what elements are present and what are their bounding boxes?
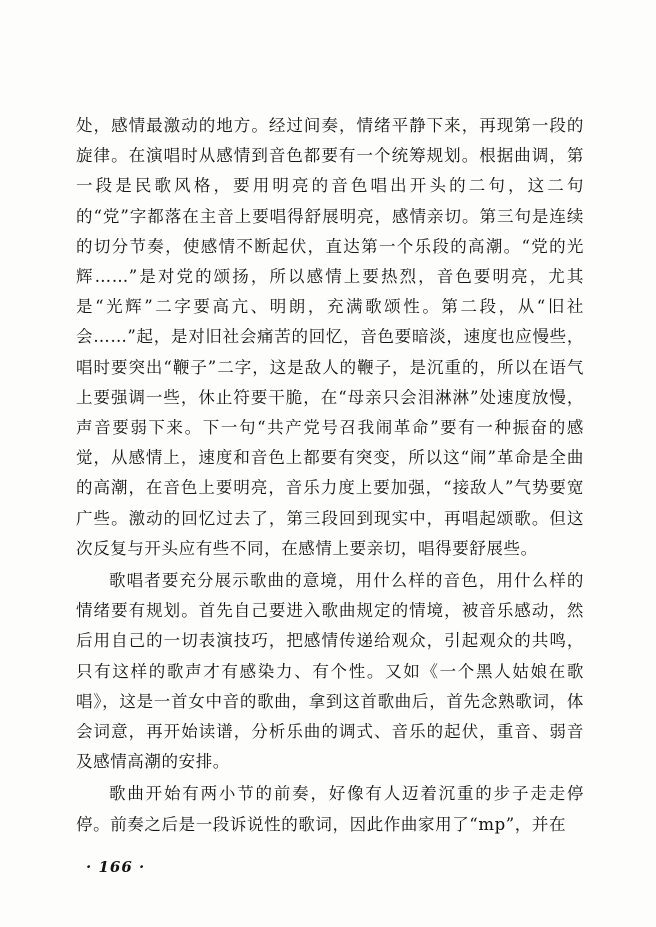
page-number: · 166 · xyxy=(86,858,146,876)
body-text xyxy=(76,111,584,840)
paragraph-2: 歌唱者要充分展示歌曲的意境，用什么样的音色，用什么样的情绪要有规划。首先自己要进入歌曲规定的情境，被音乐感动，然后用自己的一切表演技巧，把感情传递给观众，引起观众的共鸣，只有这样的歌声才有感染力、有个性。又如《一个黑人姑娘在歌唱》，这是一首女中音的歌曲，拿到这首歌曲后，首先念熟歌词，体会词意，再开始读谱，分析乐曲的调式、音乐的起伏，重音、弱音及感情高潮的安排。 xyxy=(76,571,584,772)
paragraph-1: 处，感情最激动的地方。经过间奏，情绪平静下来，再现第一段的旋律。在演唱时从感情到音色都要有一个统筹规划。根据曲调，第一段是民歌风格，要用明亮的音色唱出开头的二句，这二句的“党”字都落在主音上要唱得舒展明亮，感情亲切。第三句是连续的切分节奏，使感情不断起伏，直达第一个乐段的高潮。“党的光辉……”是对党的颂扬，所以感情上要热烈，音色要明亮，尤其是“光辉”二字要高亢、明朗，充满歌颂性。第二段，从“旧社会……”起，是对旧社会痛苦的回忆，音色要暗淡，速度也应慢些，唱时要突出“鞭子”二字，这是敌人的鞭子，是沉重的，所以在语气上要强调一些，休止符要干脆，在“母亲只会泪淋淋”处速度放慢，声音要弱下来。下一句“共产党号召我闹革命”要有一种振奋的感觉，从感情上，速度和音色上都要有突变，所以这“闹”革命是全曲的高潮，在音色上要明亮，音乐力度上要加强，“接敌人”气势要宽广些。激动的回忆过去了，第三段回到现实中，再唱起颂歌。但这次反复与开头应有些不同，在感情上要亲切，唱得要舒展些。 xyxy=(76,116,584,558)
paragraph-3: 歌曲开始有两小节的前奏，好像有人迈着沉重的步子走走停停。前奏之后是一段诉说性的歌词，因此作曲家用了“mp”，并在 xyxy=(76,784,584,834)
